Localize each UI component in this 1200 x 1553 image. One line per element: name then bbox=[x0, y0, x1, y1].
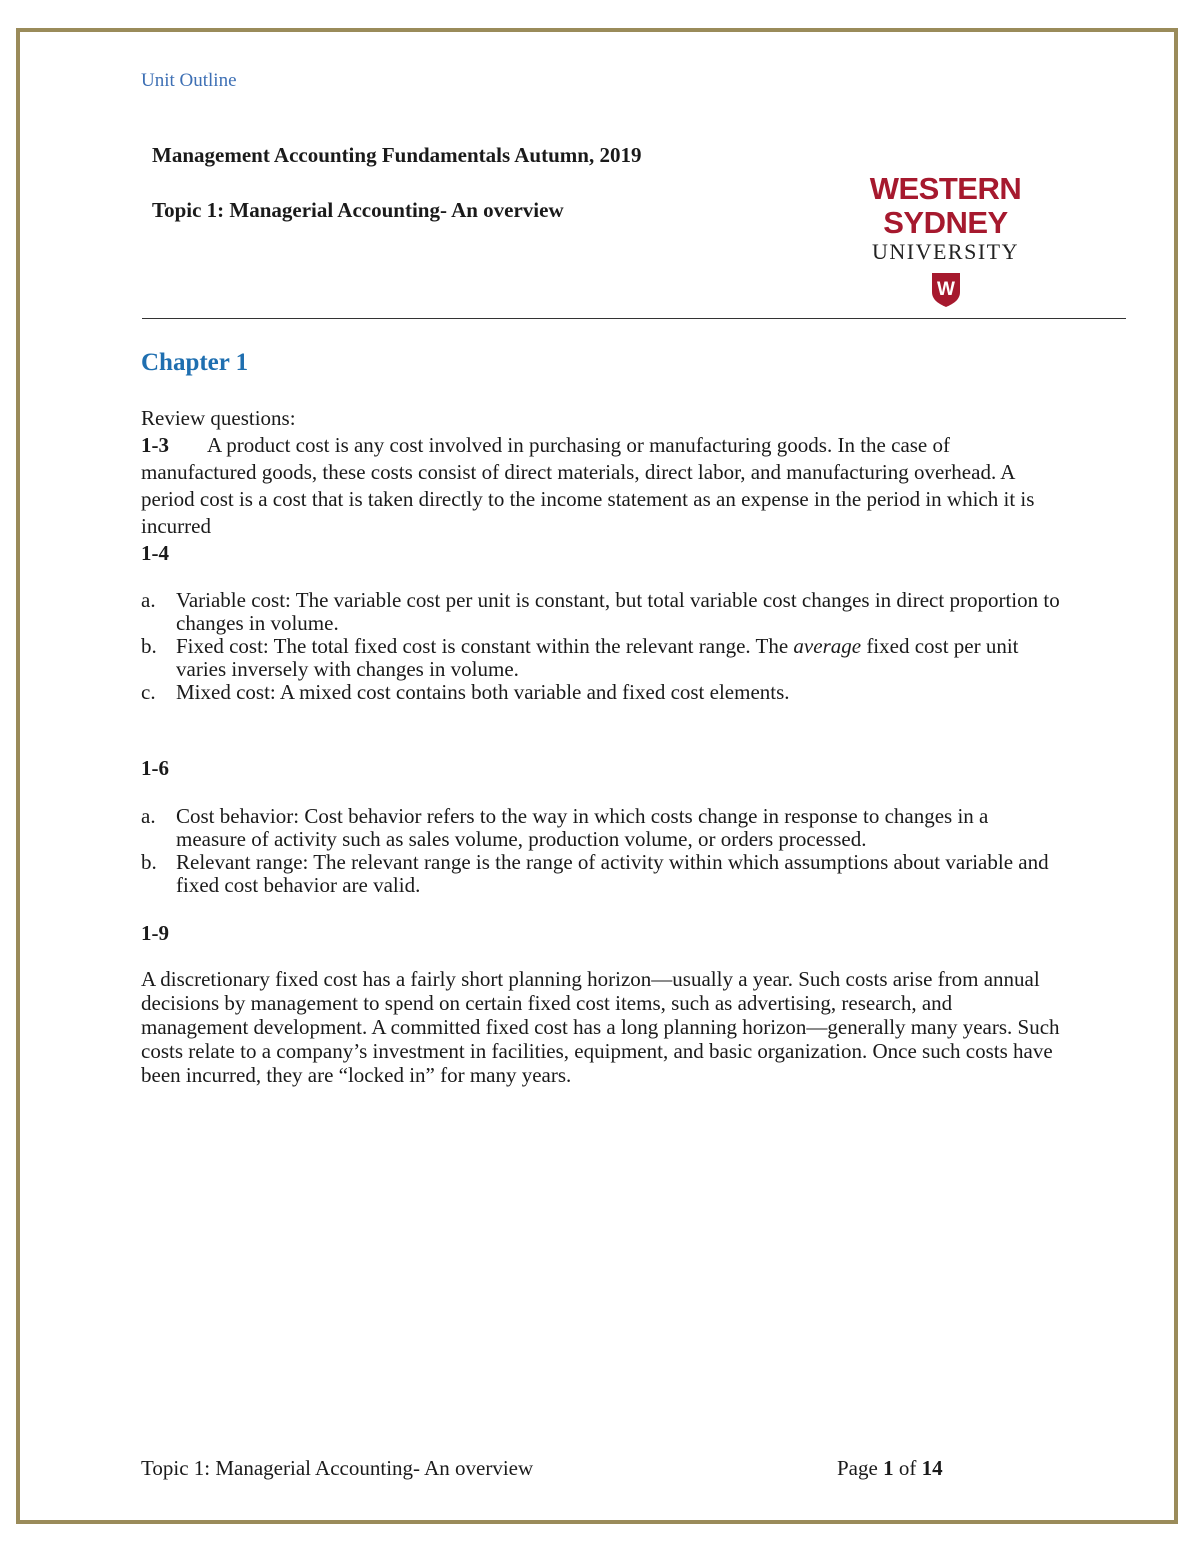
list-item bbox=[141, 635, 1061, 681]
review-section bbox=[141, 405, 1061, 567]
logo-line-1: WESTERN SYDNEY bbox=[869, 171, 1022, 240]
list-item-text: Cost behavior: Cost behavior refers to the way in which costs change in response to changes in a measure of activity such as sales volume, production volume, or orders processed. bbox=[176, 804, 989, 851]
list-item bbox=[141, 681, 1061, 704]
footer-page-number bbox=[837, 1456, 943, 1481]
list-marker: c. bbox=[141, 680, 156, 704]
emphasis-text: average bbox=[793, 634, 862, 658]
list-item-text: Mixed cost: A mixed cost contains both variable and fixed cost elements. bbox=[176, 680, 790, 704]
list-marker: b. bbox=[141, 850, 157, 874]
review-heading: Review questions: bbox=[141, 406, 296, 430]
chapter-title: Chapter 1 bbox=[141, 349, 249, 376]
list-item bbox=[141, 589, 1061, 635]
question-number: 1-9 bbox=[141, 921, 169, 945]
list-item-text: Fixed cost: The total fixed cost is constant within the relevant range. The bbox=[176, 634, 794, 658]
question-number: 1-3 bbox=[141, 433, 169, 457]
question-1-4-list bbox=[141, 589, 1061, 704]
question-number: 1-6 bbox=[141, 756, 169, 780]
list-item-text: Relevant range: The relevant range is the range of activity within which assumptions about variable and fixed cost behavior are valid. bbox=[176, 850, 1049, 897]
current-page: 1 bbox=[883, 1456, 894, 1480]
question-number: 1-4 bbox=[141, 541, 169, 565]
logo-line-2: UNIVERSITY bbox=[872, 239, 1019, 264]
course-title: Management Accounting Fundamentals Autumn, 2019 bbox=[152, 143, 642, 167]
question-1-6-list bbox=[141, 805, 1061, 897]
list-item bbox=[141, 805, 1061, 851]
footer-topic: Topic 1: Managerial Accounting- An overview bbox=[141, 1456, 534, 1480]
list-item-text: Variable cost: The variable cost per unit is constant, but total variable cost changes in direct proportion to changes in volume. bbox=[176, 588, 1060, 635]
list-marker: a. bbox=[141, 804, 156, 828]
total-pages: 14 bbox=[921, 1456, 943, 1480]
of-label: of bbox=[898, 1456, 917, 1480]
list-marker: a. bbox=[141, 588, 156, 612]
page-label: Page bbox=[837, 1456, 878, 1480]
question-1-3 bbox=[141, 432, 1061, 540]
header-divider bbox=[142, 318, 1126, 319]
question-1-9-text: A discretionary fixed cost has a fairly short planning horizon—usually a year. Such costs arise from annual decisions by management to spend on certain fixed cost items, such as advertising, research, and management development. A committed fixed cost has a long planning horizon—generally many years. Such costs relate to a company’s investment in facilities, equipment, and basic organization. Once such costs have been incurred, they are “locked in” for many years. bbox=[141, 967, 1060, 1087]
shield-letter: W bbox=[936, 279, 955, 300]
shield-icon bbox=[931, 272, 961, 308]
topic-title: Topic 1: Managerial Accounting- An overview bbox=[152, 198, 564, 222]
list-item-text: fixed cost per unit varies inversely with changes in volume. bbox=[176, 634, 1019, 681]
university-logo bbox=[808, 172, 1083, 308]
unit-outline-header: Unit Outline bbox=[141, 70, 237, 91]
question-text: A product cost is any cost involved in purchasing or manufacturing goods. In the case of manufactured goods, these costs consist of direct materials, direct labor, and manufacturing overhead. A period cost is a cost that is taken directly to the income statement as an expense in the period in which it is incurred bbox=[141, 433, 1035, 538]
list-marker: b. bbox=[141, 634, 157, 658]
list-item bbox=[141, 851, 1061, 897]
